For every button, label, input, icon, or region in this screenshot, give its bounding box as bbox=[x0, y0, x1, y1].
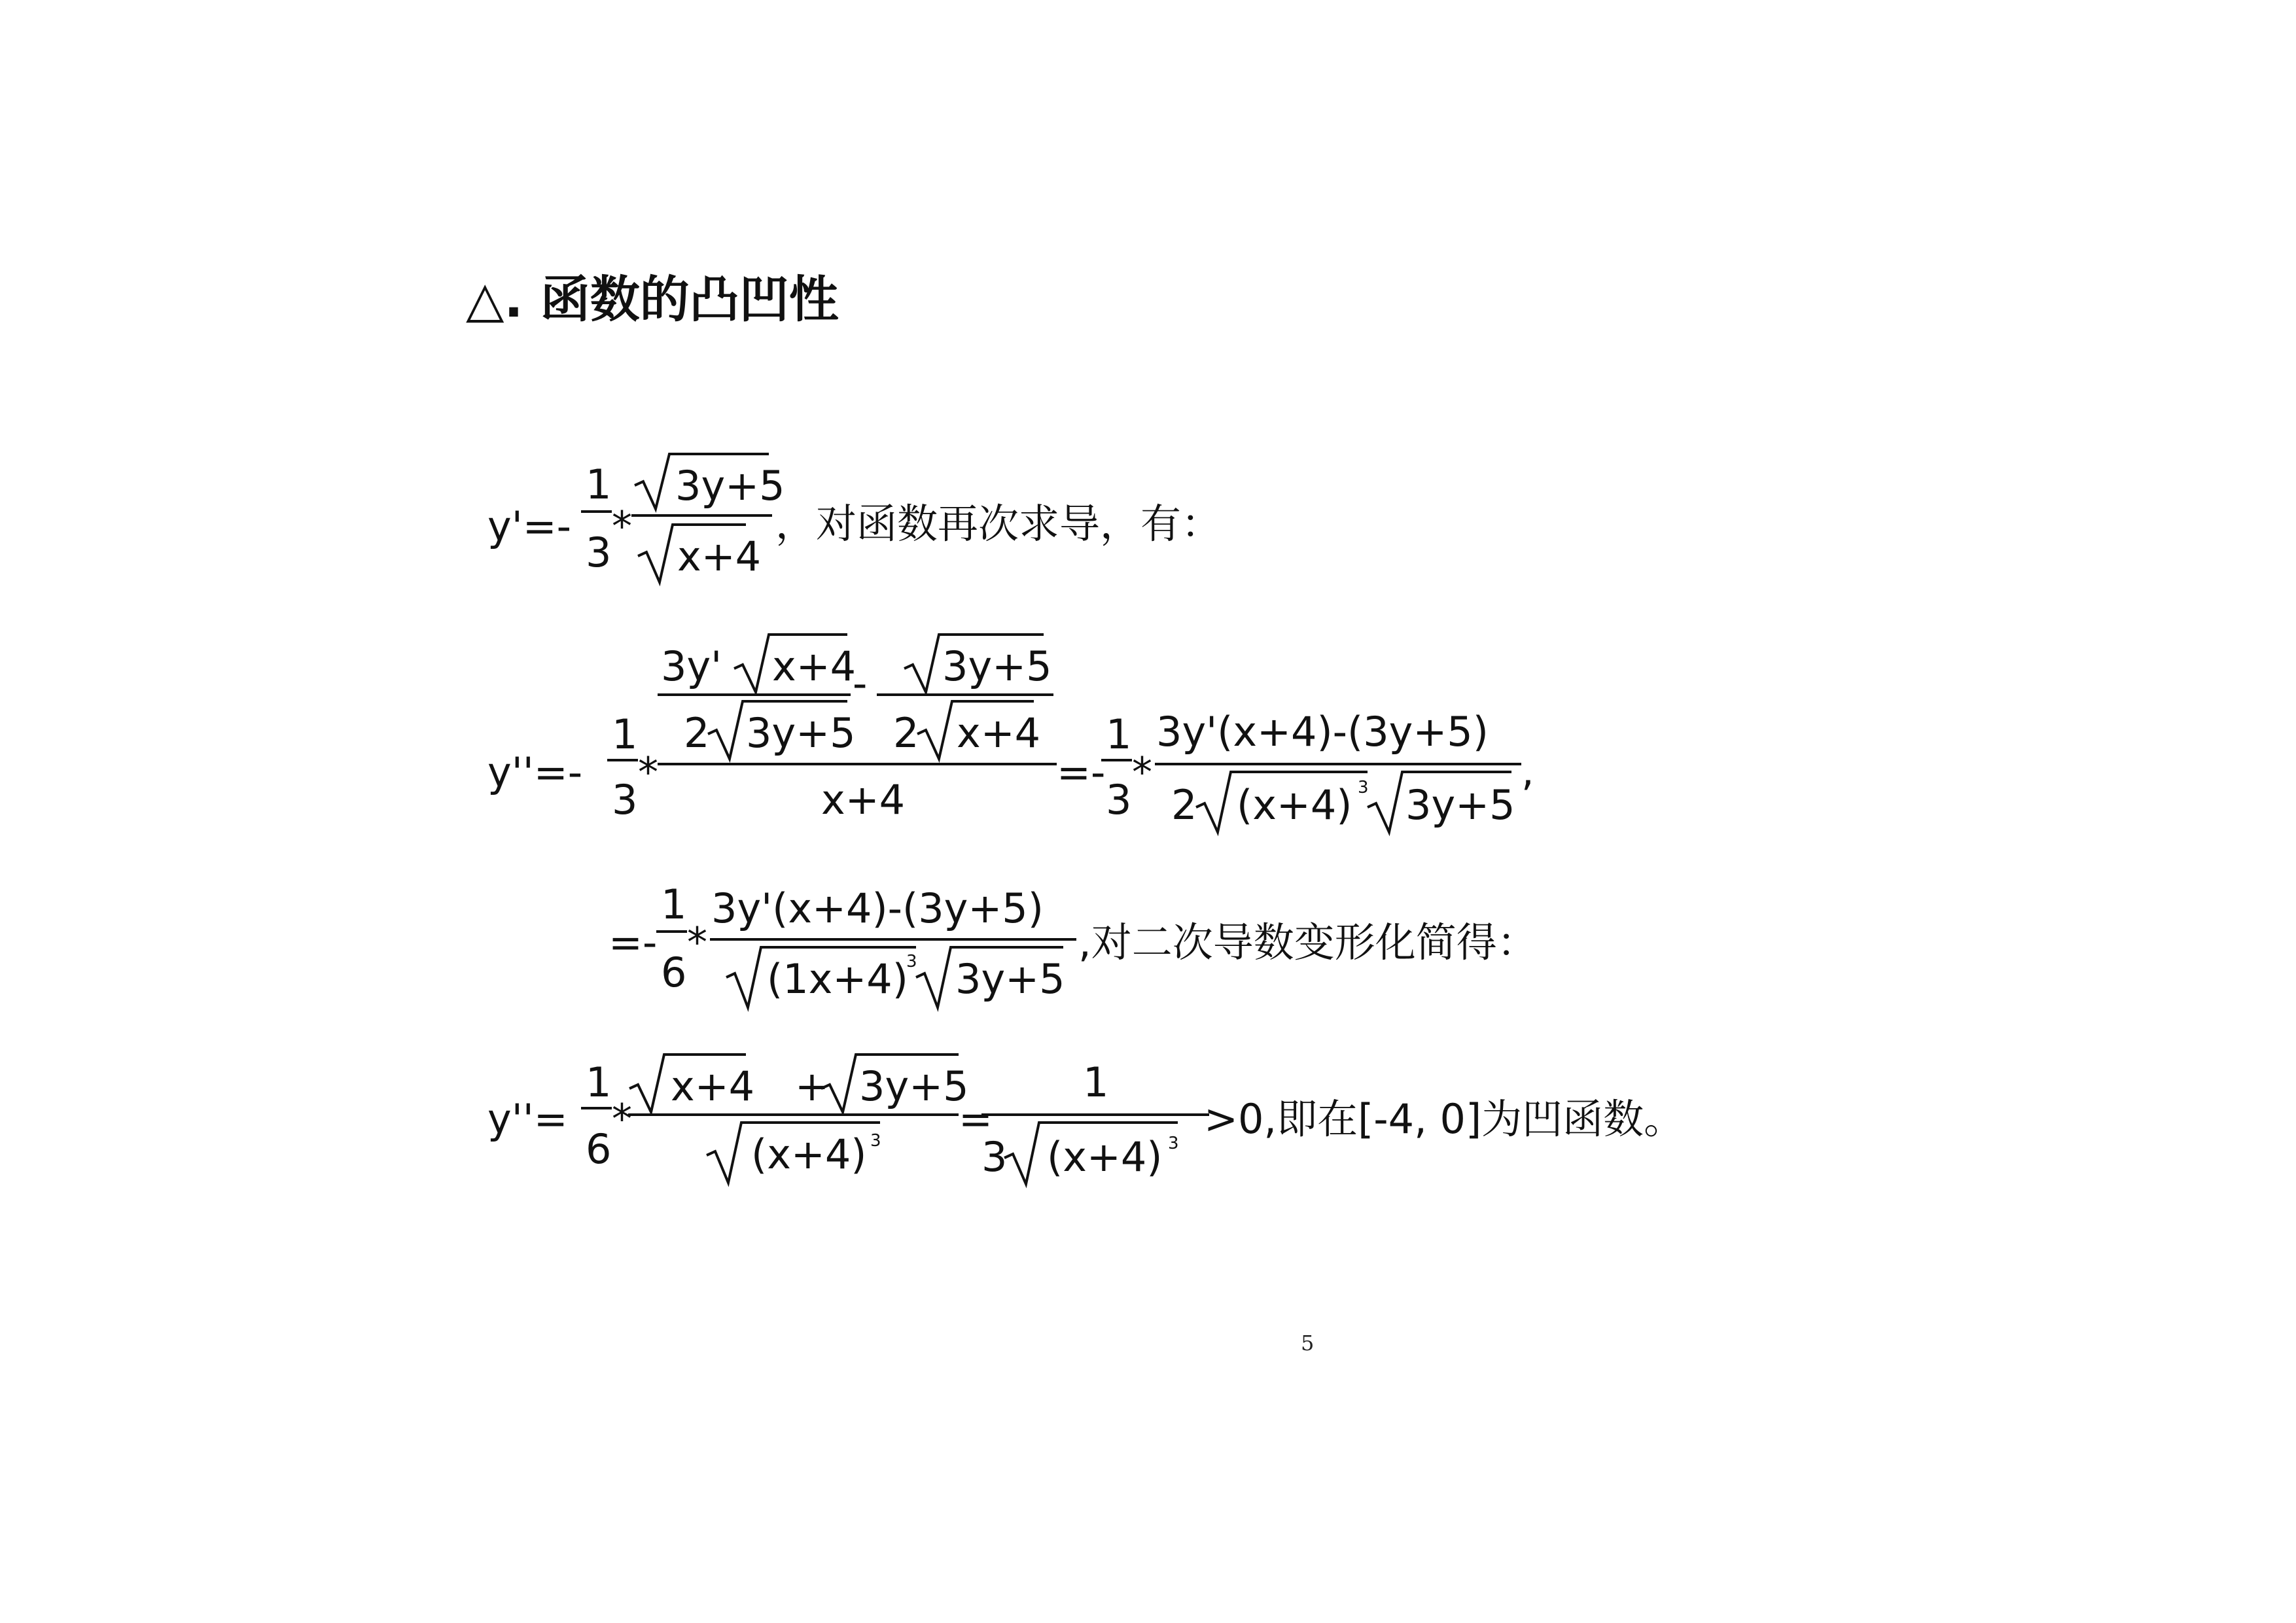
page-number: 5 bbox=[1301, 1331, 1315, 1355]
eq3-six: 6 bbox=[661, 949, 687, 996]
eq2-right-den-rad2: 3y+5 bbox=[1405, 781, 1515, 829]
eq2-times: * bbox=[638, 748, 658, 796]
eq2-equals: =- bbox=[1057, 748, 1106, 796]
eq1-remark: ，对函数再次求导，有： bbox=[775, 500, 1222, 548]
eq2-lhs: y''=- bbox=[487, 748, 583, 796]
eq2-three-2: 3 bbox=[1106, 776, 1132, 824]
eq4-conclusion: >0,即在[-4, 0]为凹函数。 bbox=[1204, 1095, 1685, 1143]
eq2-right-den-exp: 3 bbox=[1358, 778, 1369, 797]
eq4-plus: + bbox=[795, 1062, 829, 1110]
eq4-den-exp: 3 bbox=[870, 1131, 881, 1151]
equation-4 bbox=[487, 1055, 1684, 1184]
section-heading: △. 函数的凸凹性 bbox=[466, 270, 839, 328]
eq2-a-den-rad: 3y+5 bbox=[746, 709, 856, 757]
eq4-num-rad1: x+4 bbox=[671, 1062, 755, 1110]
equation-3 bbox=[609, 881, 1538, 1007]
eq4-den2-pre: 3 bbox=[981, 1133, 1008, 1181]
eq4-den2-exp: 3 bbox=[1168, 1134, 1179, 1153]
eq4-den-rad: (x+4) bbox=[751, 1130, 867, 1178]
eq4-num-rad2: 3y+5 bbox=[859, 1062, 969, 1110]
eq2-a-num-pre: 3y' bbox=[661, 642, 722, 690]
eq1-times: * bbox=[612, 502, 632, 550]
equation-1 bbox=[487, 454, 1222, 582]
eq2-right-den-pre: 2 bbox=[1171, 781, 1197, 829]
eq3-den-exp: 3 bbox=[906, 952, 917, 971]
eq3-remark: ,对二次导数变形化简得： bbox=[1078, 918, 1538, 966]
eq2-denominator: x+4 bbox=[821, 776, 906, 824]
eq2-b-num-rad: 3y+5 bbox=[942, 642, 1052, 690]
eq2-a-den-pre: 2 bbox=[684, 709, 710, 757]
eq4-lhs: y''= bbox=[487, 1095, 568, 1143]
eq3-times: * bbox=[687, 918, 707, 966]
eq3-numerator: 3y'(x+4)-(3y+5) bbox=[711, 884, 1044, 932]
eq4-times: * bbox=[612, 1095, 632, 1143]
eq4-one: 1 bbox=[586, 1058, 612, 1106]
eq1-denominator-three: 3 bbox=[586, 529, 612, 576]
eq3-one: 1 bbox=[661, 881, 687, 928]
equation-2 bbox=[487, 635, 1534, 832]
eq3-lhs: =- bbox=[609, 918, 658, 966]
eq4-one-2: 1 bbox=[1083, 1058, 1109, 1106]
eq2-b-den-rad: x+4 bbox=[957, 709, 1041, 757]
eq2-minus: - bbox=[853, 659, 868, 707]
eq2-right-den-rad1: (x+4) bbox=[1237, 781, 1352, 829]
eq3-den-rad2: 3y+5 bbox=[955, 955, 1065, 1003]
eq1-denominator: x+4 bbox=[677, 532, 762, 580]
eq4-equals: = bbox=[959, 1095, 993, 1143]
eq4-six: 6 bbox=[586, 1125, 612, 1173]
eq2-b-den-pre: 2 bbox=[893, 709, 919, 757]
eq1-lhs: y'=- bbox=[487, 502, 572, 550]
eq2-three: 3 bbox=[612, 776, 638, 824]
eq2-one-2: 1 bbox=[1106, 710, 1132, 758]
eq3-den-rad1: (1x+4) bbox=[767, 955, 908, 1003]
eq2-right-numerator: 3y'(x+4)-(3y+5) bbox=[1156, 708, 1489, 756]
eq1-numerator: 3y+5 bbox=[675, 462, 785, 510]
eq2-a-num-rad: x+4 bbox=[772, 642, 857, 690]
eq4-den2-rad: (x+4) bbox=[1047, 1133, 1163, 1181]
eq2-times-2: * bbox=[1132, 748, 1152, 796]
eq2-comma: , bbox=[1521, 747, 1534, 795]
eq1-numerator-one: 1 bbox=[586, 461, 612, 508]
eq2-one: 1 bbox=[612, 710, 638, 758]
